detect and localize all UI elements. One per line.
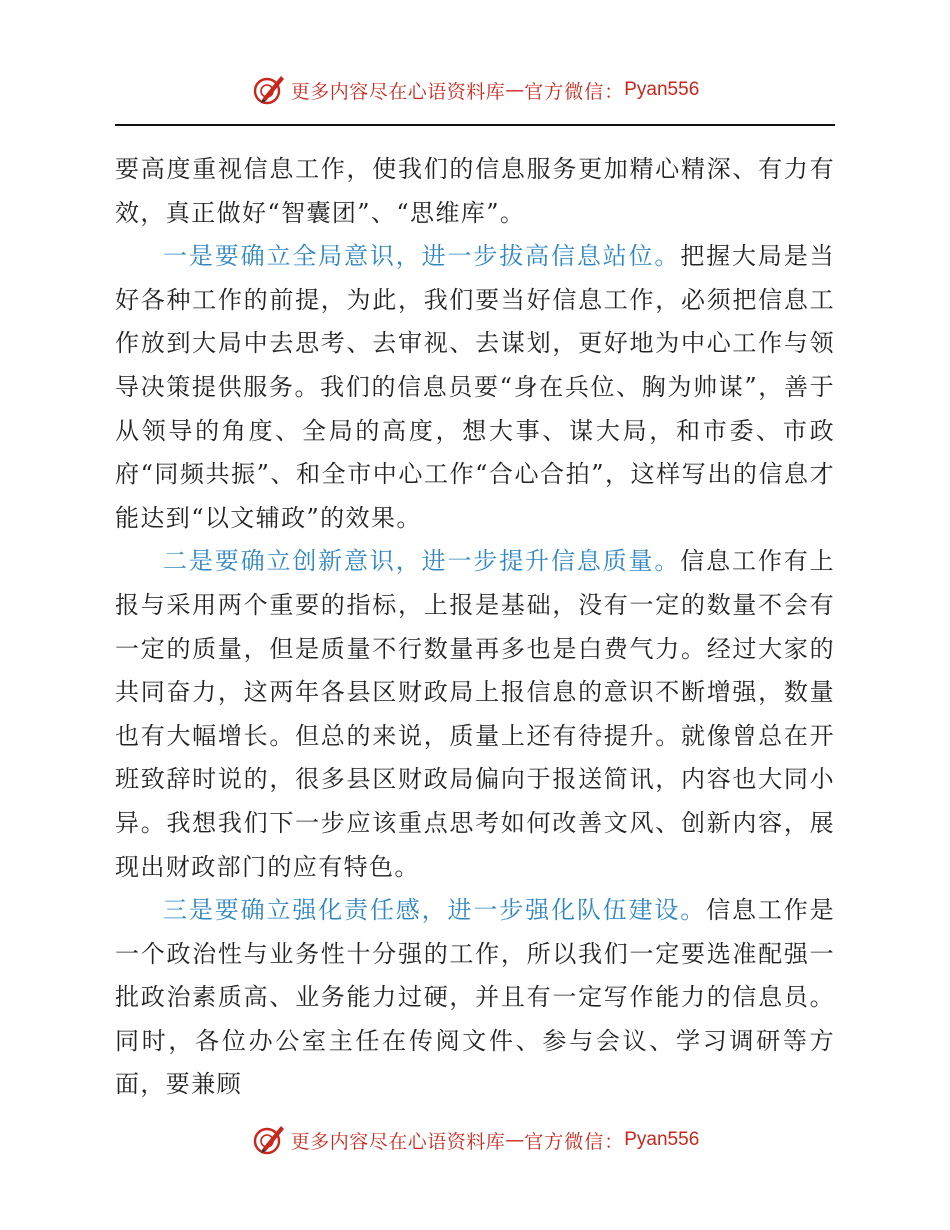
footer-banner bbox=[0, 1120, 950, 1160]
paragraph-3-heading: 三是要确立强化责任感，进一步强化队伍建设。 bbox=[163, 896, 707, 925]
header-text: 更多内容尽在心语资料库 bbox=[290, 80, 506, 103]
paragraph-1 bbox=[115, 235, 835, 540]
footer-text: 更多内容尽在心语资料库 bbox=[290, 1130, 506, 1153]
header-wechat-id: Pyan556 bbox=[624, 79, 700, 100]
document-body bbox=[115, 148, 835, 1107]
header-banner bbox=[0, 70, 950, 110]
paragraph-2-text: 信息工作有上报与采用两个重要的指标，上报是基础，没有一定的数量不会有一定的质量，但是质量不行数量再多也是白费气力。经过大家的共同奋力，这两年各县区财政局上报信息的意识不断增强，数量也有大幅增长。但总的来说，质量上还有待提升。就像曾总在开班致辞时说的，很多县区财政局偏向于报送简讯，内容也大同小异。我想我们下一步应该重点思考如何改善文风、创新内容，展现出财政部门的应有特色。 bbox=[115, 547, 835, 881]
footer-wechat-label: 官方微信： bbox=[524, 1130, 625, 1153]
footer-dash: — bbox=[505, 1129, 525, 1151]
paragraph-3 bbox=[115, 889, 835, 1107]
paragraph-2 bbox=[115, 540, 835, 889]
header-divider bbox=[115, 124, 835, 126]
paragraph-3-text: 信息工作是一个政治性与业务性十分强的工作，所以我们一定要选准配强一批政治素质高、业务能力过硬，并且有一定写作能力的信息员。同时，各位办公室主任在传阅文件、参与会议、学习调研等方面，要兼顾 bbox=[115, 896, 835, 1099]
header-wechat-label: 官方微信： bbox=[524, 80, 625, 103]
paragraph-1-heading: 一是要确立全局意识，进一步拔高信息站位。 bbox=[163, 242, 681, 271]
header-dash: — bbox=[505, 79, 525, 101]
pen-logo-icon bbox=[251, 72, 287, 108]
paragraph-1-text: 把握大局是当好各种工作的前提，为此，我们要当好信息工作，必须把信息工作放到大局中去思考、去审视、去谋划，更好地为中心工作与领导决策提供服务。我们的信息员要“身在兵位、胸为帅谋”，善于从领导的角度、全局的高度，想大事、谋大局，和市委、市政府“同频共振”、和全市中心工作“合心合拍”，这样写出的信息才能达到“以文辅政”的效果。 bbox=[115, 242, 835, 532]
pen-logo-icon bbox=[251, 1122, 287, 1158]
paragraph-2-heading: 二是要确立创新意识，进一步提升信息质量。 bbox=[163, 547, 681, 576]
paragraph-intro: 要高度重视信息工作，使我们的信息服务更加精心精深、有力有效，真正做好“智囊团”、“思维库”。 bbox=[115, 155, 835, 227]
footer-wechat-id: Pyan556 bbox=[624, 1129, 700, 1150]
